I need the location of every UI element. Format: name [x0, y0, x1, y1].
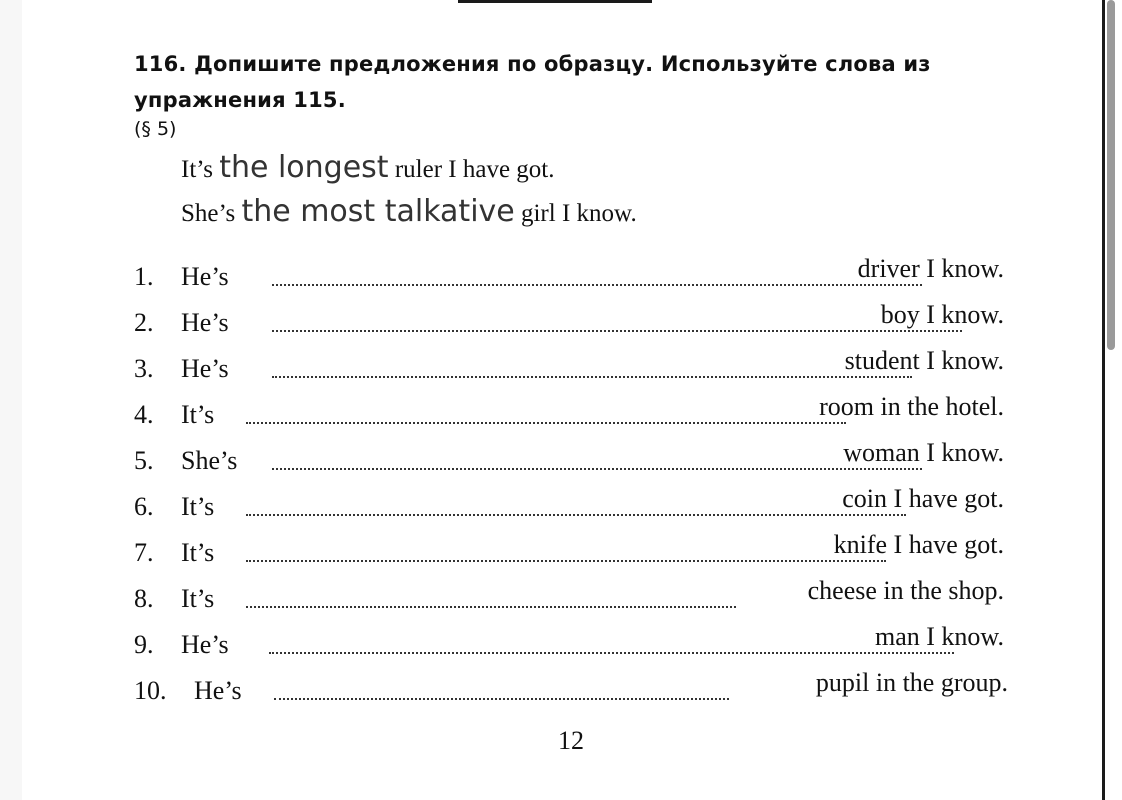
item-subject: It’s: [181, 584, 215, 613]
item-subject: It’s: [181, 492, 215, 521]
page-right-border: [1102, 0, 1105, 800]
example-filled: the longest: [219, 150, 389, 185]
exercise-heading-line1: 116. Допишите предложения по образцу. Используйте слова из: [134, 52, 931, 76]
vertical-scrollbar[interactable]: [1107, 0, 1115, 350]
example-sentence: [181, 150, 554, 185]
item-number: 4.: [134, 400, 154, 429]
example-lead: It’s: [181, 156, 213, 183]
item-number: 8.: [134, 584, 154, 613]
item-ending: man I know.: [874, 622, 1004, 651]
item-ending: driver I know.: [857, 254, 1004, 283]
example-rest: girl I know.: [520, 200, 637, 227]
list-item: [134, 576, 1004, 616]
list-item: [134, 484, 1004, 524]
item-number: 10.: [134, 676, 167, 705]
answer-blank[interactable]: [274, 684, 729, 700]
list-item: [134, 300, 1004, 340]
answer-blank[interactable]: [269, 638, 954, 654]
item-number: 1.: [134, 262, 154, 291]
example-lead: She’s: [181, 200, 236, 227]
answer-blank[interactable]: [272, 270, 922, 286]
item-number: 7.: [134, 538, 154, 567]
item-ending: room in the hotel.: [819, 392, 1004, 421]
exercise-heading: [134, 46, 1034, 118]
list-item: [134, 668, 1008, 708]
item-subject: He’s: [181, 354, 229, 383]
item-ending: cheese in the shop.: [807, 576, 1004, 605]
answer-blank[interactable]: [246, 592, 736, 608]
item-subject: She’s: [181, 446, 238, 475]
answer-blank[interactable]: [272, 316, 962, 332]
item-subject: He’s: [181, 308, 229, 337]
item-subject: He’s: [194, 676, 242, 705]
list-item: [134, 392, 1004, 432]
item-subject: It’s: [181, 538, 215, 567]
answer-blank[interactable]: [272, 454, 922, 470]
example-filled: the most talkative: [241, 194, 515, 229]
item-number: 2.: [134, 308, 154, 337]
list-item: [134, 530, 1004, 570]
item-ending: coin I have got.: [842, 484, 1004, 513]
item-ending: student I know.: [844, 346, 1004, 375]
example-sentence: [181, 194, 637, 229]
answer-blank[interactable]: [246, 546, 886, 562]
exercise-heading-line2: упражнения 115.: [134, 88, 346, 112]
list-item: [134, 346, 1004, 386]
item-subject: He’s: [181, 262, 229, 291]
item-subject: It’s: [181, 400, 215, 429]
item-ending: knife I have got.: [833, 530, 1004, 559]
item-ending: pupil in the group.: [815, 668, 1008, 697]
item-ending: woman I know.: [843, 438, 1004, 467]
answer-blank[interactable]: [246, 408, 846, 424]
list-item: [134, 622, 1004, 662]
list-item: [134, 438, 1004, 478]
top-rule: [458, 0, 652, 3]
answer-blank[interactable]: [272, 362, 912, 378]
answer-blank[interactable]: [246, 500, 906, 516]
item-number: 5.: [134, 446, 154, 475]
page-margin-left: [0, 0, 22, 800]
item-number: 3.: [134, 354, 154, 383]
page-number: 12: [558, 726, 584, 755]
example-rest: ruler I have got.: [394, 156, 555, 183]
item-number: 9.: [134, 630, 154, 659]
item-subject: He’s: [181, 630, 229, 659]
list-item: [134, 254, 1004, 294]
section-reference: (§ 5): [134, 118, 177, 140]
item-number: 6.: [134, 492, 154, 521]
item-ending: boy I know.: [880, 300, 1004, 329]
